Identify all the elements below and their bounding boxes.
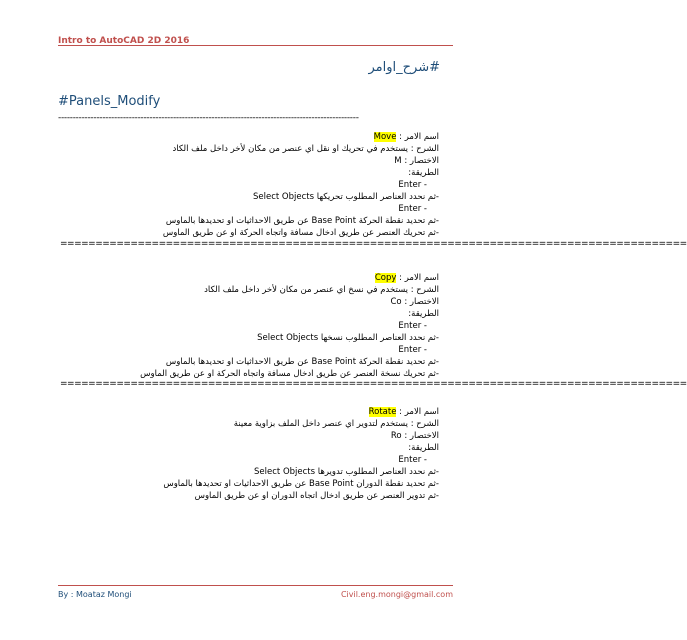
command-name-line: اسم الامر : Rotate: [368, 407, 439, 417]
command-step: - Enter: [398, 455, 427, 465]
command-step: -ثم تحديد نقطة الحركة Base Point عن طريق الاحداثيات او تحديدها بالماوس: [165, 216, 439, 226]
command-step: -ثم نحدد العناصر المطلوب تدويرها Select Objects: [254, 467, 439, 477]
command-name: Rotate: [368, 407, 397, 417]
panels-title: #Panels_Modify: [58, 94, 161, 109]
command-step: -ثم تحريك العنصر عن طريق ادخال مسافة واتجاه الحركة او عن طريق الماوس: [162, 228, 439, 238]
command-method-label: الطريقة:: [408, 443, 439, 453]
command-method-label: الطريقة:: [408, 168, 439, 178]
page-header: [58, 28, 453, 46]
footer-author: By : Moataz Mongi: [58, 590, 132, 599]
command-step: - Enter: [398, 345, 427, 355]
footer-email: Civil.eng.mongi@gmail.com: [340, 590, 453, 599]
equals-divider: =========================================================================================: [60, 379, 687, 389]
command-step: -ثم تحديد نقطة الحركة Base Point عن طريق الاحداثيات او تحديدها بالماوس: [165, 357, 439, 367]
command-block-move: [49, 131, 439, 239]
command-step: -ثم نحدد العناصر المطلوب نسخها Select Objects: [257, 333, 439, 343]
page-footer: [58, 585, 453, 599]
command-block-copy: [49, 272, 439, 380]
command-explanation: الشرح : يستخدم لتدوير اي عنصر داخل الملف بزاوية معينة: [233, 419, 439, 429]
command-step: -ثم تحريك نسخة العنصر عن طريق ادخال مسافة واتجاه الحركة او عن طريق الماوس: [140, 369, 439, 379]
command-explanation: الشرح : يستخدم في تحريك او نقل اي عنصر من مكان لأخر داخل ملف الكاد: [172, 144, 439, 154]
command-step: - Enter: [398, 321, 427, 331]
command-name: Move: [373, 132, 397, 142]
command-name: Copy: [374, 273, 397, 283]
command-step: - Enter: [398, 204, 427, 214]
command-method-label: الطريقة:: [408, 309, 439, 319]
command-explanation: الشرح : يستخدم في نسخ اي عنصر من مكان لأخر داخل ملف الكاد: [204, 285, 439, 295]
command-step: - Enter: [398, 180, 427, 190]
command-shortcut: الاختصار : Ro: [390, 431, 439, 441]
dashed-divider: ------------------------------------------------------------------------------------------------------: [58, 113, 359, 123]
command-step: -ثم تحديد نقطة الدوران Base Point عن طريق الاحداثيات او تحديدها بالماوس: [163, 479, 439, 489]
command-name-line: اسم الامر : Copy: [374, 273, 439, 283]
command-block-rotate: [49, 406, 439, 502]
command-shortcut: الاختصار : M: [394, 156, 439, 166]
equals-divider: =========================================================================================: [60, 239, 687, 249]
command-name-line: اسم الامر : Move: [373, 132, 439, 142]
command-shortcut: الاختصار : Co: [390, 297, 439, 307]
header-title: Intro to AutoCAD 2D 2016: [58, 36, 190, 46]
section-title: #شرح_اوامر: [368, 60, 440, 75]
command-step: -ثم تدوير العنصر عن طريق ادخال اتجاه الدوران او عن طريق الماوس: [194, 491, 439, 501]
command-step: -ثم نحدد العناصر المطلوب تحريكها Select Objects: [252, 192, 439, 202]
